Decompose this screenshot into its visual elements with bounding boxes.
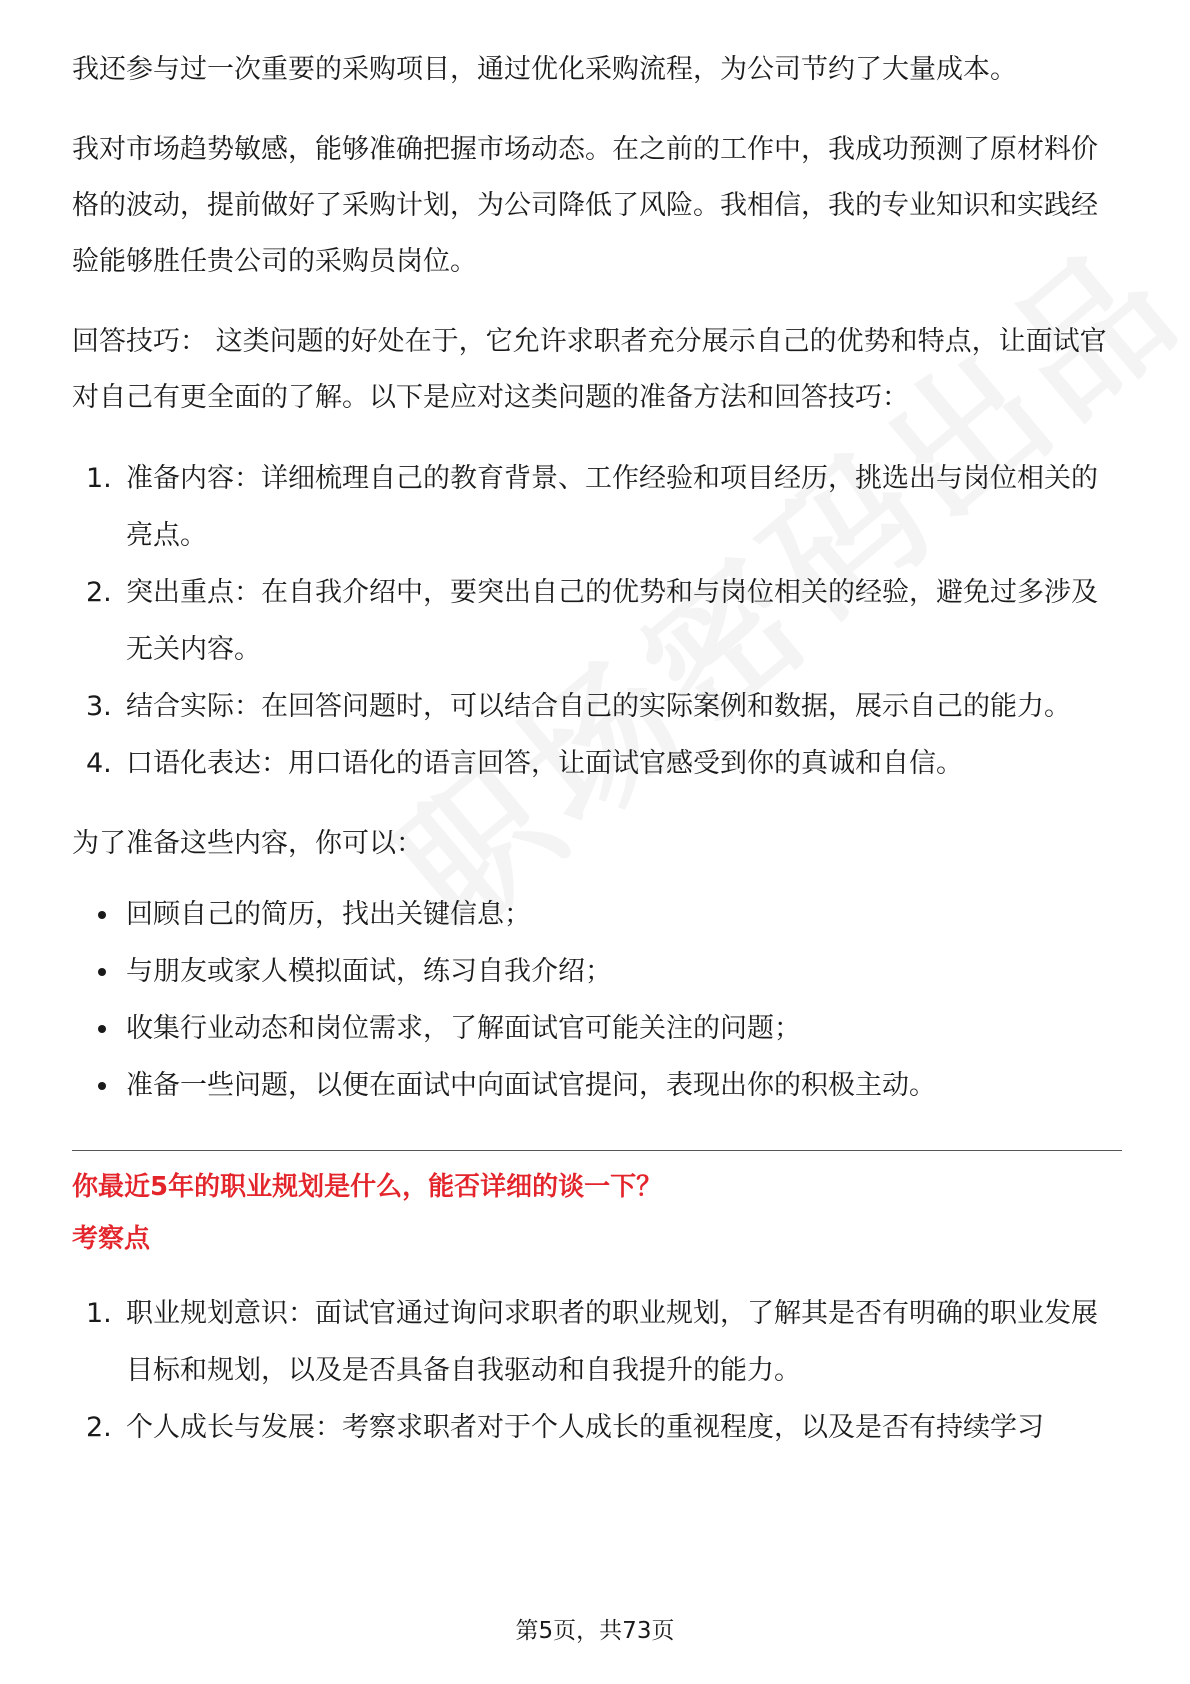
paragraph-market-awareness: 我对市场趋势敏感，能够准确把握市场动态。在之前的工作中，我成功预测了原材料价格的波动，提前做好了采购计划，为公司降低了风险。我相信，我的专业知识和实践经验能够胜任贵公司的采购员岗位。 xyxy=(72,134,1098,277)
bullet-icon xyxy=(98,1025,106,1033)
bullet-icon xyxy=(98,911,106,919)
list-item-text: 回顾自己的简历，找出关键信息； xyxy=(126,899,531,930)
list-item xyxy=(72,1285,1122,1399)
list-item-text: 准备内容：详细梳理自己的教育背景、工作经验和项目经历，挑选出与岗位相关的亮点。 xyxy=(126,463,1098,551)
bullet-icon xyxy=(98,968,106,976)
list-number: 3. xyxy=(86,691,112,722)
list-item xyxy=(72,1399,1122,1456)
paragraph-prep-intro: 为了准备这些内容，你可以： xyxy=(72,828,423,859)
page-footer: 第5页，共73页 xyxy=(515,1618,675,1644)
list-item xyxy=(72,886,1122,943)
list-item xyxy=(72,1057,1122,1114)
assessment-points-list xyxy=(72,1285,1122,1456)
list-item-text: 准备一些问题，以便在面试中向面试官提问，表现出你的积极主动。 xyxy=(126,1070,936,1101)
list-item-text: 口语化表达：用口语化的语言回答，让面试官感受到你的真诚和自信。 xyxy=(126,748,963,779)
page-content xyxy=(72,42,1122,1456)
list-number: 4. xyxy=(86,748,112,779)
prep-list xyxy=(72,886,1122,1114)
list-item-text: 结合实际：在回答问题时，可以结合自己的实际案例和数据，展示自己的能力。 xyxy=(126,691,1071,722)
list-item xyxy=(72,678,1122,735)
paragraph-answer-tips: 回答技巧： 这类问题的好处在于，它允许求职者充分展示自己的优势和特点，让面试官对自己有更全面的了解。以下是应对这类问题的准备方法和回答技巧： xyxy=(72,326,1107,413)
list-item-text: 与朋友或家人模拟面试，练习自我介绍； xyxy=(126,956,612,987)
list-item-text: 收集行业动态和岗位需求，了解面试官可能关注的问题； xyxy=(126,1013,801,1044)
list-number: 2. xyxy=(86,1412,112,1443)
section-divider xyxy=(72,1150,1122,1151)
list-item xyxy=(72,450,1122,564)
list-item-text: 职业规划意识：面试官通过询问求职者的职业规划，了解其是否有明确的职业发展目标和规划，以及是否具备自我驱动和自我提升的能力。 xyxy=(126,1298,1098,1386)
list-item-text: 突出重点：在自我介绍中，要突出自己的优势和与岗位相关的经验，避免过多涉及无关内容。 xyxy=(126,577,1098,665)
list-number: 1. xyxy=(86,463,112,494)
question-title: 你最近5年的职业规划是什么，能否详细的谈一下？ xyxy=(72,1172,663,1202)
list-item xyxy=(72,943,1122,1000)
tips-list xyxy=(72,450,1122,792)
question-subheading: 考察点 xyxy=(72,1224,151,1254)
paragraph-procurement-project: 我还参与过一次重要的采购项目，通过优化采购流程，为公司节约了大量成本。 xyxy=(72,54,1017,85)
list-number: 1. xyxy=(86,1298,112,1329)
list-item xyxy=(72,1000,1122,1057)
bullet-icon xyxy=(98,1082,106,1090)
list-item xyxy=(72,735,1122,792)
list-item xyxy=(72,564,1122,678)
list-item-text: 个人成长与发展：考察求职者对于个人成长的重视程度，以及是否有持续学习 xyxy=(126,1412,1044,1443)
list-number: 2. xyxy=(86,577,112,608)
